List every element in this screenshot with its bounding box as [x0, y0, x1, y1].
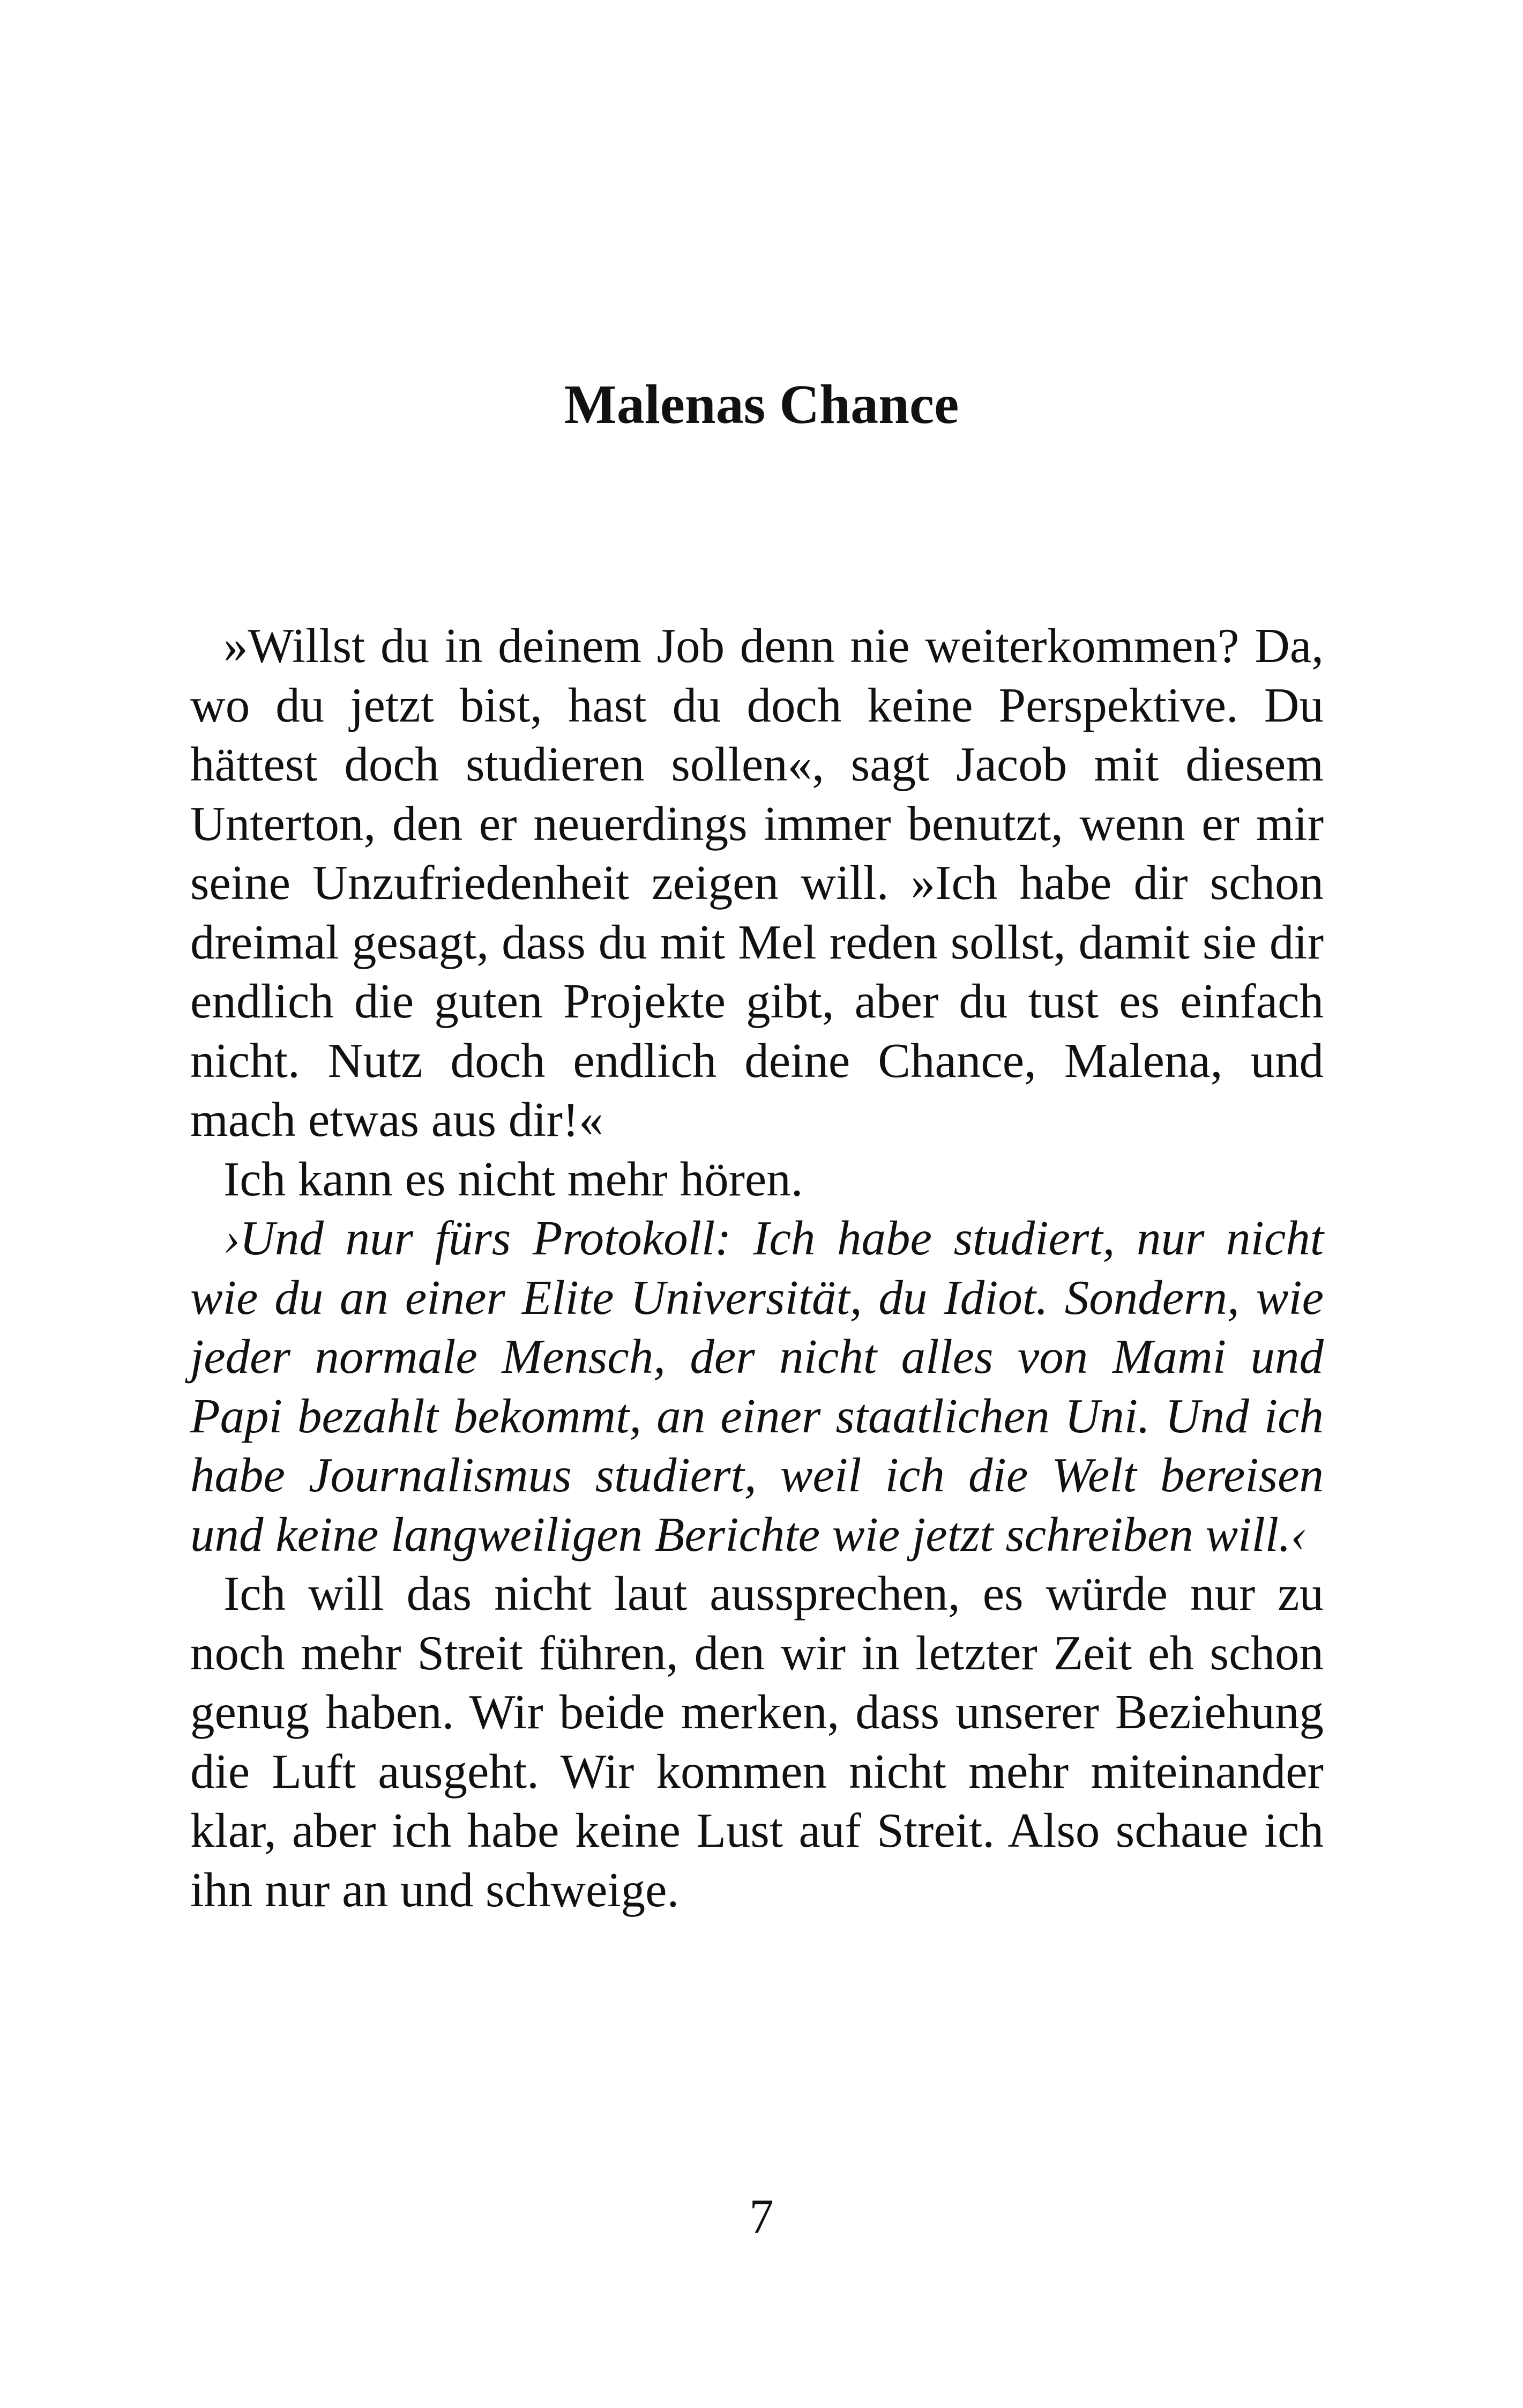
paragraph-inner-thought: ›Und nur fürs Protokoll: Ich habe studiert, nur nicht wie du an einer Elite Universität, du Idiot. Sondern, wie jeder normale Mensch, der nicht alles von Mami und Papi bezahlt bekommt, an einer staatlichen Uni. Und ich habe Journalismus studiert, weil ich die Welt bereisen und keine langweiligen Berichte wie jetzt schreiben will.‹: [190, 1211, 1324, 1562]
chapter-title: Malenas Chance: [564, 374, 959, 435]
paragraph-dialogue-jacob: »Willst du in deinem Job denn nie weiterkommen? Da, wo du jetzt bist, hast du doch keine Perspektive. Du hättest doch studieren sollen«, sagt Jacob mit diesem Unterton, den er neuerdings immer benutzt, wenn er mir seine Unzufriedenheit zeigen will. »Ich habe dir schon dreimal gesagt, dass du mit Mel reden sollst, damit sie dir endlich die guten Projekte gibt, aber du tust es einfach nicht. Nutz doch endlich deine Chance, Malena, und mach etwas aus dir!«: [190, 619, 1324, 1147]
paragraph-reaction: Ich kann es nicht mehr hören.: [223, 1151, 803, 1206]
paragraph-narration: Ich will das nicht laut aussprechen, es würde nur zu noch mehr Streit führen, den wir in letzter Zeit eh schon genug haben. Wir beide merken, dass unserer Beziehung die Luft ausgeht. Wir kommen nicht mehr miteinander klar, aber ich habe keine Lust auf Streit. Also schaue ich ihn nur an und schweige.: [190, 1566, 1324, 1917]
page-number: 7: [749, 2189, 774, 2243]
chapter-body: [190, 616, 1324, 1920]
